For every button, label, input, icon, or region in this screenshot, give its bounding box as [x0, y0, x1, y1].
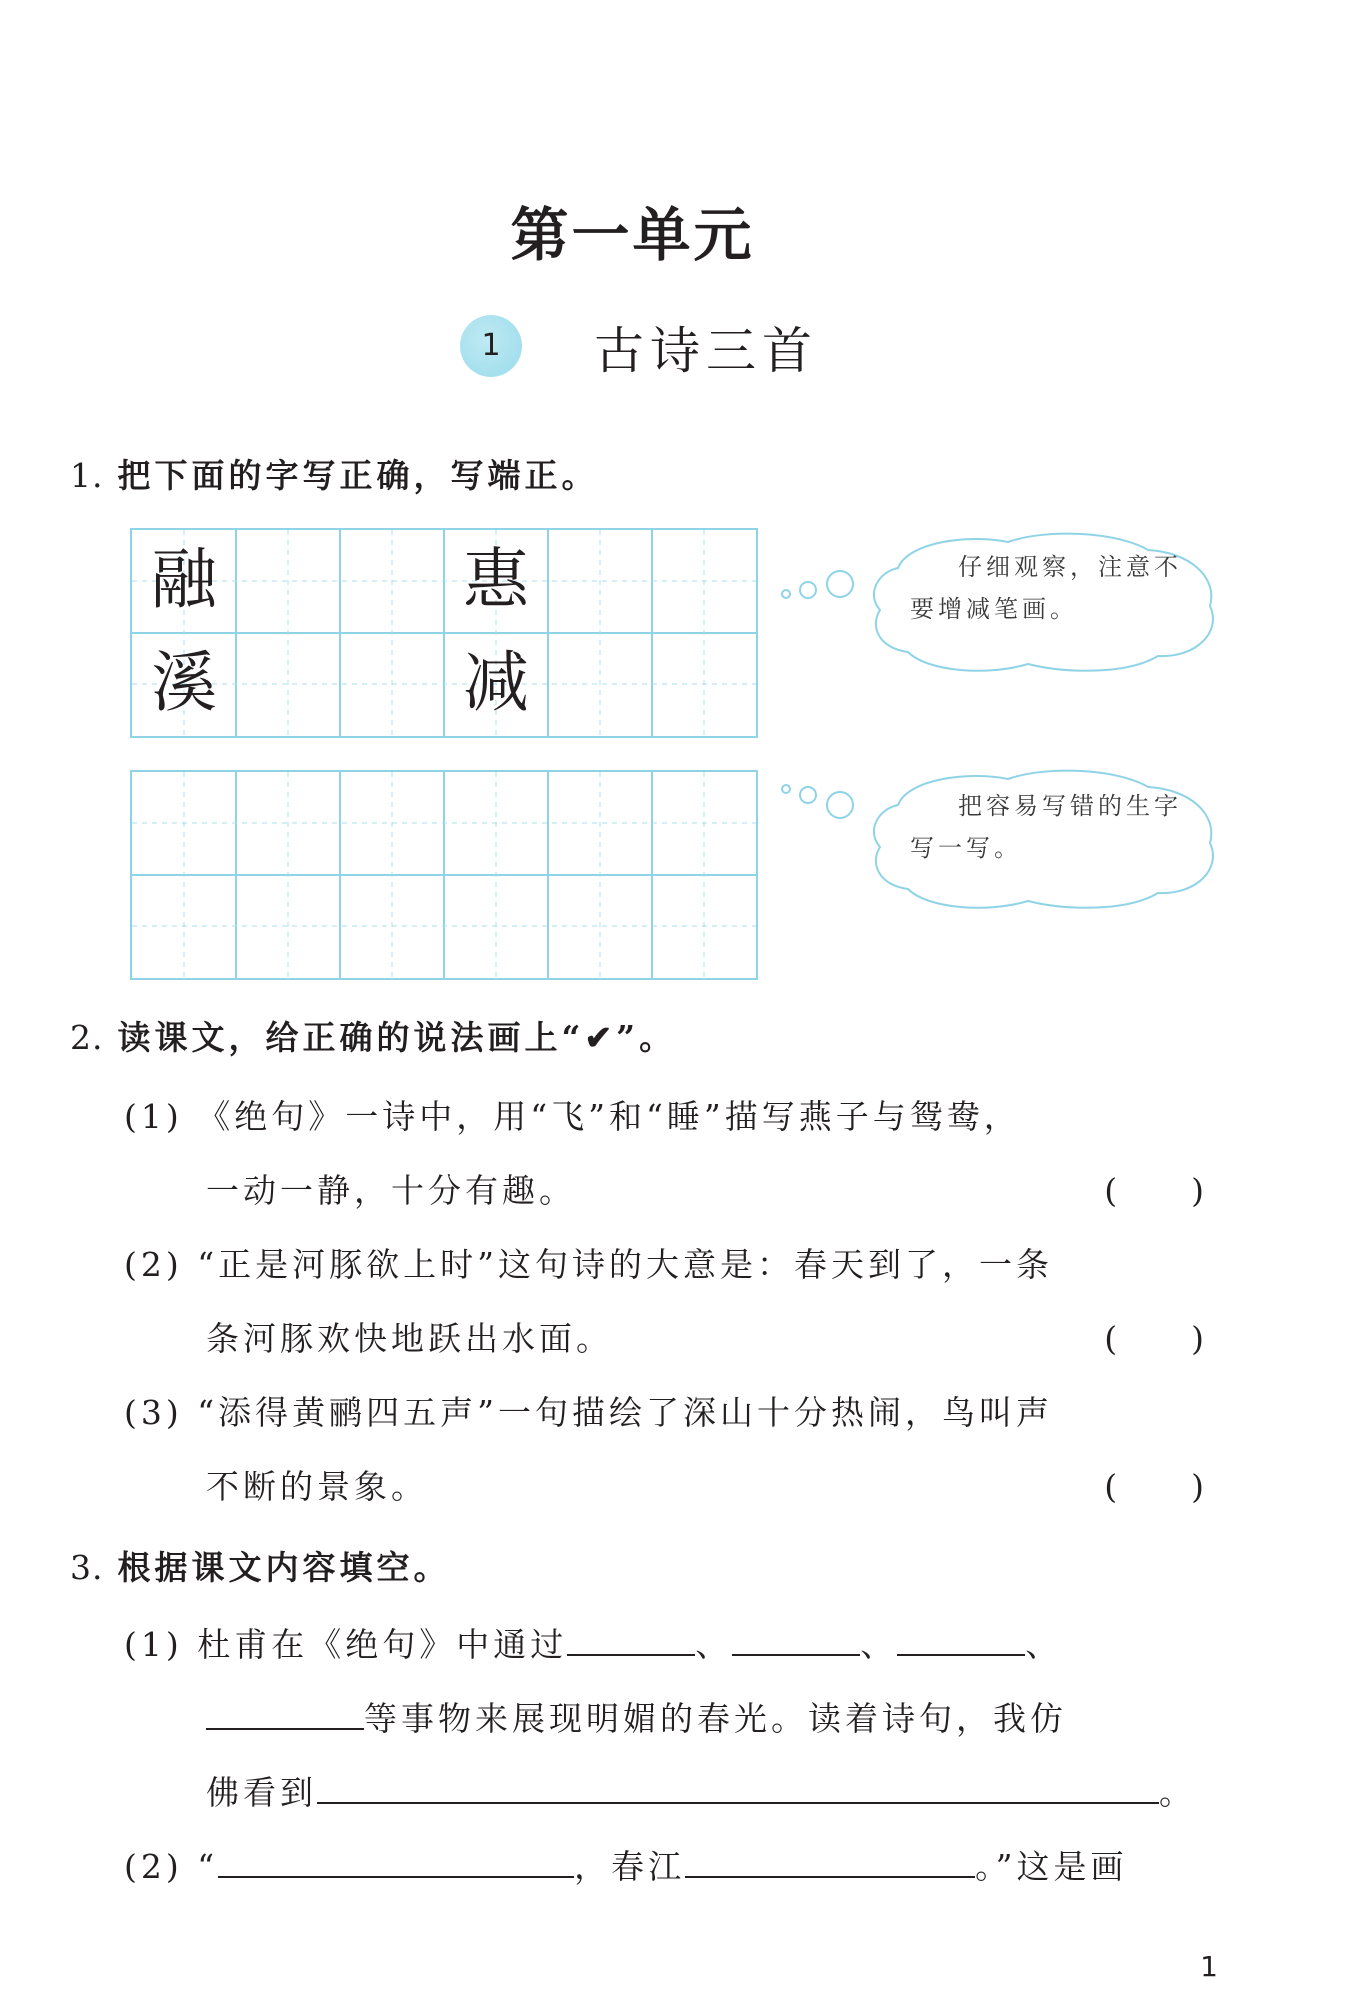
question-text: 把下面的字写正确，写端正。: [117, 456, 599, 495]
item-text: “正是河豚欲上时”这句诗的大意是：春天到了，一条: [197, 1245, 1053, 1284]
page-number: 1: [1200, 1950, 1218, 1983]
item-label: (2): [124, 1847, 183, 1886]
q3-item-1: (1) 杜甫在《绝句》中通过 、 、 、 等事物来展现明媚的春光。读着诗句，我仿 佛看到 。: [124, 1625, 1196, 1812]
unit-title: 第一单元: [510, 201, 755, 269]
item-text: 不断的景象。: [206, 1467, 428, 1506]
q3-item-2: (2) “ ，春江 。”这是画: [124, 1847, 1128, 1886]
model-char-hui: 惠: [463, 541, 529, 618]
fill-blank[interactable]: [732, 1624, 860, 1656]
tip-text-1: 仔细观察，注意不要增减笔画。: [910, 553, 1182, 623]
fill-blank[interactable]: [685, 1846, 975, 1878]
tian-grid-lines: [132, 772, 756, 978]
question-number: 2.: [70, 1018, 104, 1057]
item-text: “添得黄鹂四五声”一句描绘了深山十分热闹，鸟叫声: [197, 1393, 1053, 1432]
fill-blank[interactable]: [317, 1772, 1159, 1804]
fill-blank[interactable]: [206, 1698, 364, 1730]
model-char-rong: 融: [151, 541, 217, 618]
fill-blank[interactable]: [897, 1624, 1025, 1656]
lesson-number-badge: 1: [460, 315, 522, 377]
tip-bubble-1: [778, 528, 1218, 678]
question-3-heading: [70, 1542, 451, 1589]
model-char-xi: 溪: [151, 644, 217, 721]
q2-item-2: [124, 1228, 1204, 1376]
q2-item-3: [124, 1376, 1204, 1524]
answer-parentheses[interactable]: ( ): [1104, 1319, 1204, 1358]
item-label: (2): [124, 1245, 183, 1284]
writing-grid-2[interactable]: [130, 770, 758, 980]
item-label: (1): [124, 1097, 183, 1136]
model-char-jian: 减: [463, 644, 529, 721]
question-2-heading: [70, 1012, 676, 1059]
tip-text-2: 把容易写错的生字写一写。: [910, 792, 1182, 862]
fill-blank[interactable]: [218, 1846, 574, 1878]
answer-parentheses[interactable]: ( ): [1104, 1467, 1204, 1506]
answer-parentheses[interactable]: ( ): [1104, 1171, 1204, 1210]
fill-blank[interactable]: [567, 1624, 695, 1656]
question-number: 1.: [70, 456, 104, 495]
item-label: (1): [124, 1625, 183, 1664]
question-number: 3.: [70, 1548, 104, 1587]
question-text: 根据课文内容填空。: [117, 1548, 451, 1587]
lesson-title: 古诗三首: [594, 322, 818, 380]
tip-bubble-2: [778, 765, 1218, 915]
item-text: 条河豚欢快地跃出水面。: [206, 1319, 613, 1358]
question-text: 读课文，给正确的说法画上“✔”。: [117, 1018, 677, 1057]
item-label: (3): [124, 1393, 183, 1432]
question-1-heading: [70, 450, 599, 497]
item-text: 一动一静，十分有趣。: [206, 1171, 576, 1210]
item-text: 《绝句》一诗中，用“飞”和“睡”描写燕子与鸳鸯，: [197, 1097, 1021, 1136]
writing-grid-1: [130, 528, 758, 738]
q2-item-1: [124, 1080, 1204, 1228]
